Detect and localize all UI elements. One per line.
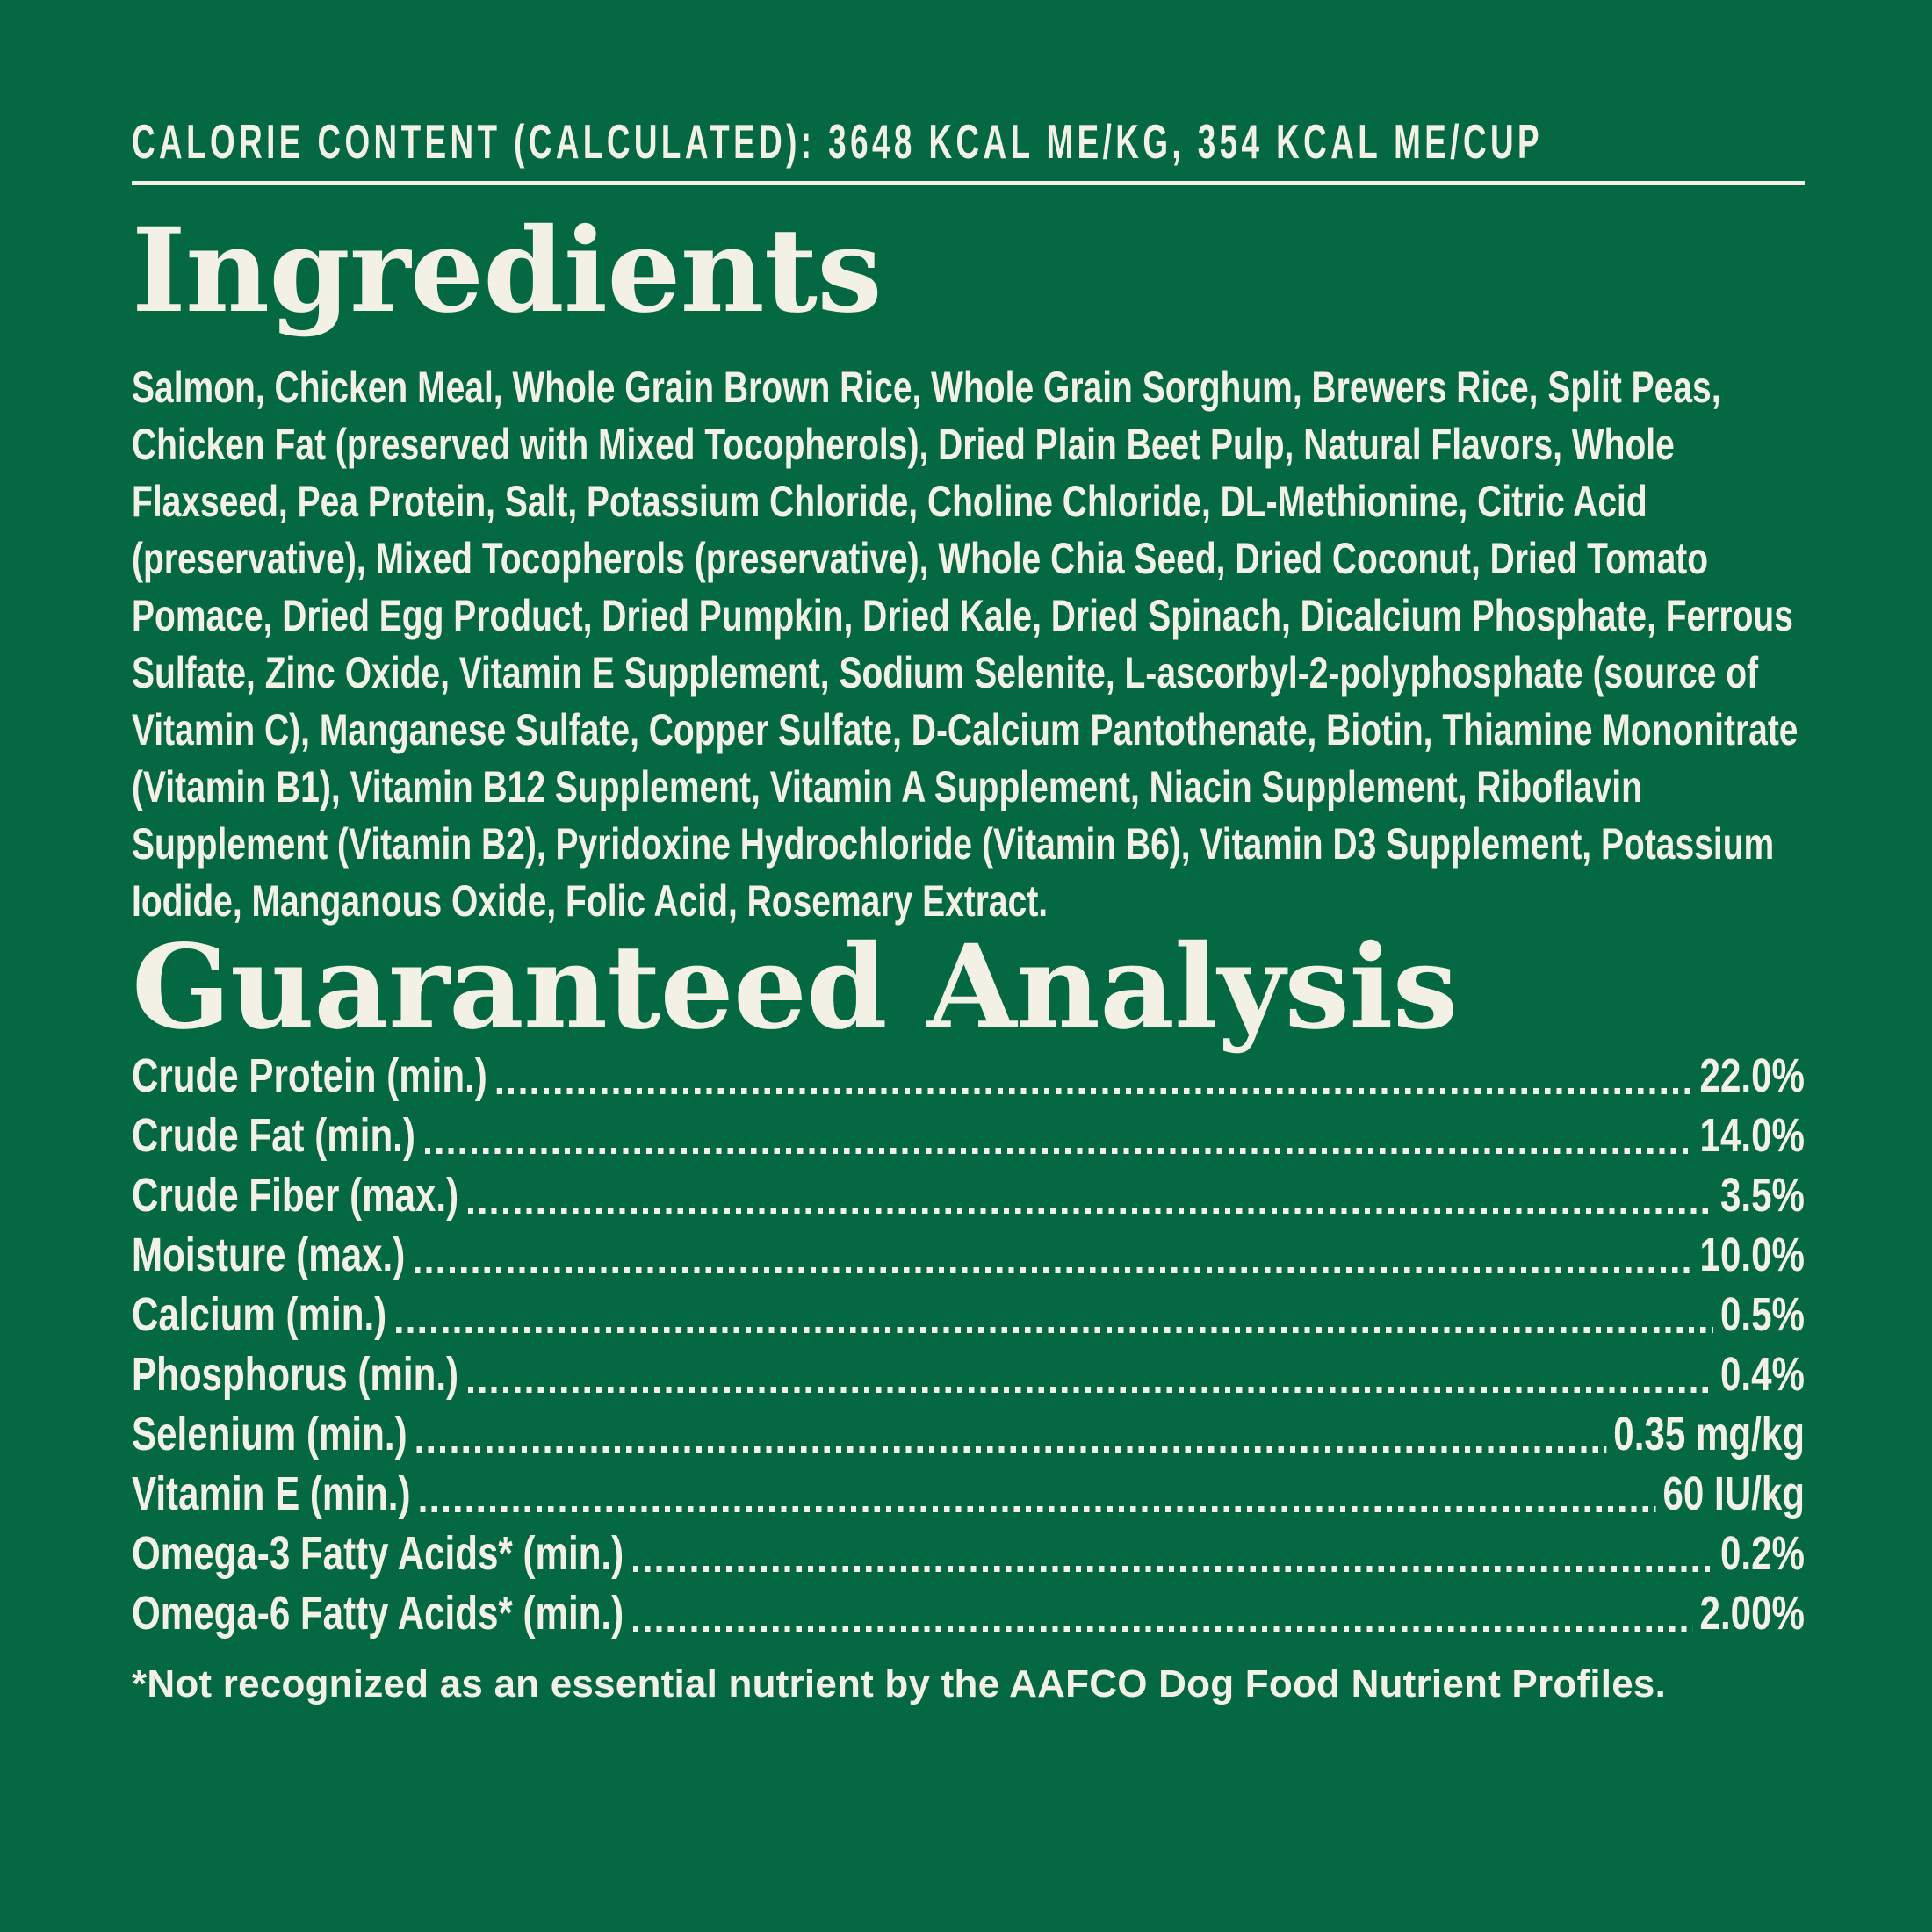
nutrient-label: Omega-3 Fatty Acids* (min.)	[132, 1527, 624, 1580]
dot-leader	[633, 1566, 1713, 1572]
dot-leader	[417, 1446, 1607, 1453]
guaranteed-analysis-table	[132, 1046, 1805, 1643]
nutrient-value: 22.0%	[1699, 1049, 1805, 1102]
nutrient-value: 0.2%	[1719, 1527, 1805, 1580]
analysis-row	[132, 1046, 1805, 1106]
nutrient-label: Crude Protein (min.)	[132, 1049, 487, 1102]
analysis-row	[132, 1344, 1805, 1404]
dot-leader	[425, 1148, 1693, 1154]
nutrient-value: 60 IU/kg	[1662, 1467, 1805, 1520]
nutrient-value: 14.0%	[1699, 1109, 1805, 1162]
analysis-row	[132, 1583, 1805, 1643]
aafco-footnote: *Not recognized as an essential nutrient by the AAFCO Dog Food Nutrient Profiles.	[132, 1662, 1667, 1705]
nutrient-label: Calcium (min.)	[132, 1288, 387, 1341]
calorie-content-line: CALORIE CONTENT (CALCULATED): 3648 KCAL ME/KG, 354 KCAL ME/CUP	[132, 114, 1544, 169]
guaranteed-analysis-title: Guaranteed Analysis	[132, 919, 1458, 1056]
nutrient-label: Vitamin E (min.)	[132, 1467, 411, 1520]
ingredients-title: Ingredients	[132, 203, 882, 339]
analysis-row	[132, 1106, 1805, 1165]
analysis-row	[132, 1524, 1805, 1583]
nutrient-value: 10.0%	[1699, 1229, 1805, 1281]
nutrient-label: Omega-6 Fatty Acids* (min.)	[132, 1587, 624, 1640]
nutrient-label: Moisture (max.)	[132, 1229, 406, 1281]
divider-rule	[132, 181, 1805, 185]
analysis-row	[132, 1165, 1805, 1225]
ingredients-list: Salmon, Chicken Meal, Whole Grain Brown Rice, Whole Grain Sorghum, Brewers Rice, Split Peas, Chicken Fat (preserved with Mixed Tocopherols), Dried Plain Beet Pulp, Natural Flavors, Whole Flaxseed, Pea Protein, Salt, Potassium Chloride, Choline Chloride, DL-Methionine, Citric Acid (preservative), Mixed Tocopherols (preservative), Whole Chia Seed, Dried Coconut, Dried Tomato Pomace, Dried Egg Product, Dried Pumpkin, Dried Kale, Dried Spinach, Dicalcium Phosphate, Ferrous Sulfate, Zinc Oxide, Vitamin E Supplement, Sodium Selenite, L-ascorbyl-2-polyphosphate (source of Vitamin C), Manganese Sulfate, Copper Sulfate, D-Calcium Pantothenate, Biotin, Thiamine Mononitrate (Vitamin B1), Vitamin B12 Supplement, Vitamin A Supplement, Niacin Supplement, Riboflavin Supplement (Vitamin B2), Pyridoxine Hydrochloride (Vitamin B6), Vitamin D3 Supplement, Potassium Iodide, Manganous Oxide, Folic Acid, Rosemary Extract.	[132, 363, 1799, 926]
nutrient-value: 2.00%	[1699, 1587, 1805, 1640]
dot-leader	[468, 1208, 1713, 1214]
dot-leader	[468, 1387, 1713, 1393]
nutrient-value: 0.4%	[1719, 1348, 1805, 1401]
analysis-row	[132, 1285, 1805, 1344]
analysis-row	[132, 1404, 1805, 1464]
nutrient-label: Selenium (min.)	[132, 1408, 407, 1460]
dot-leader	[497, 1088, 1693, 1094]
dot-leader	[420, 1506, 1655, 1512]
nutrient-value: 0.35 mg/kg	[1613, 1408, 1805, 1460]
nutrient-value: 3.5%	[1719, 1169, 1805, 1222]
analysis-row	[132, 1225, 1805, 1285]
nutrient-label: Crude Fiber (max.)	[132, 1169, 459, 1222]
dot-leader	[396, 1327, 1713, 1333]
nutrient-label: Phosphorus (min.)	[132, 1348, 459, 1401]
dot-leader	[633, 1626, 1693, 1632]
nutrient-value: 0.5%	[1719, 1288, 1805, 1341]
dot-leader	[415, 1267, 1693, 1273]
analysis-row	[132, 1464, 1805, 1524]
nutrient-label: Crude Fat (min.)	[132, 1109, 415, 1162]
